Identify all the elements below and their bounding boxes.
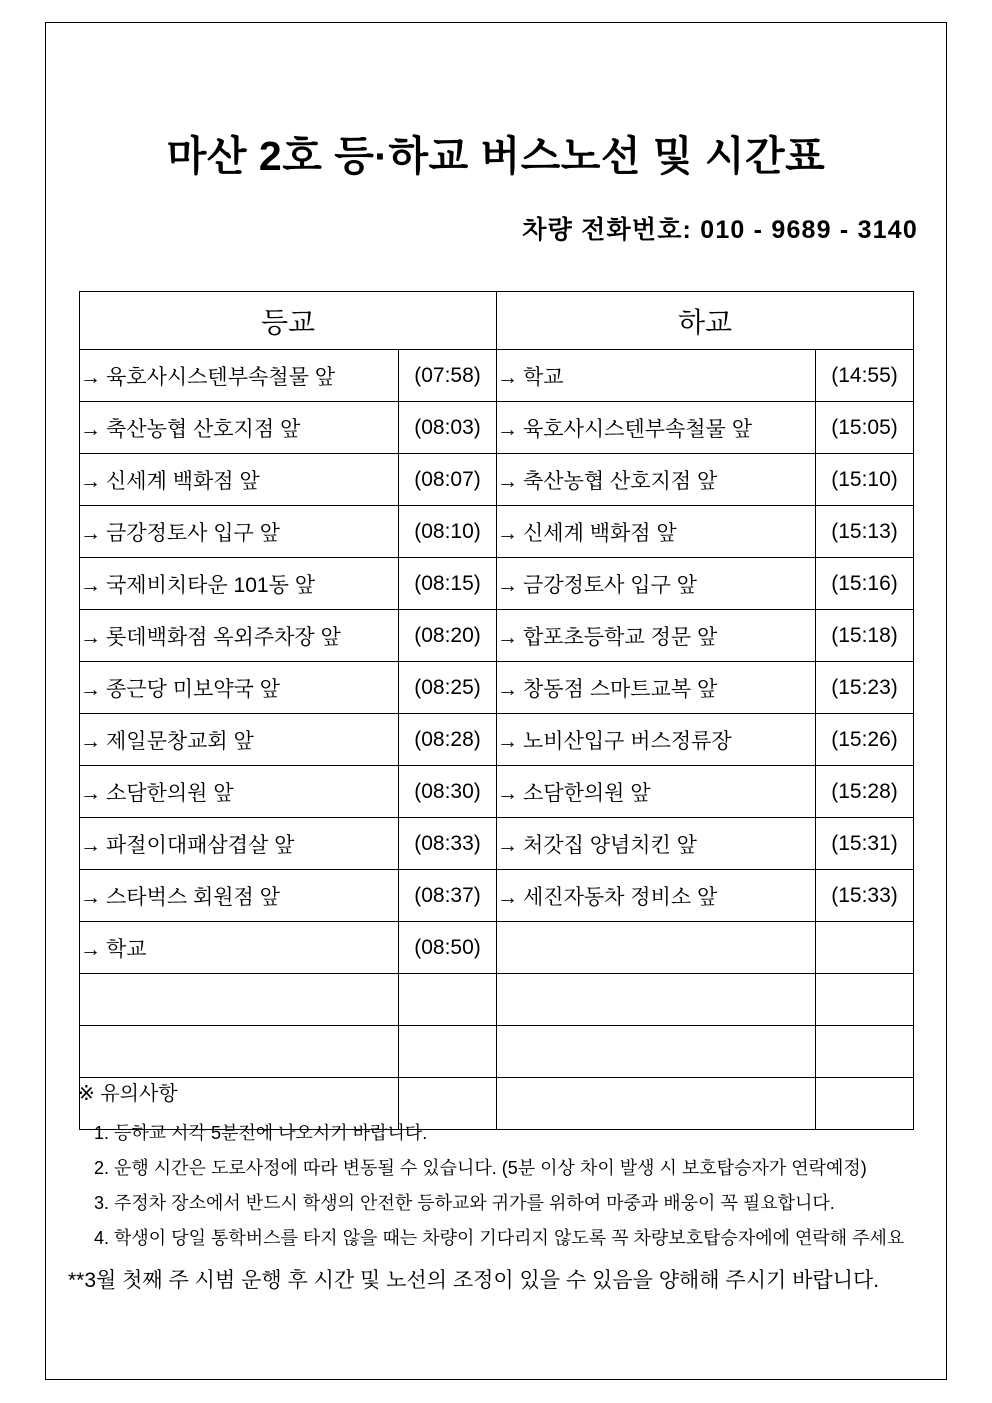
empty-cell bbox=[80, 974, 399, 1026]
stop-name-label: 파절이대패삼겹살 앞 bbox=[106, 833, 295, 857]
stop-name-cell bbox=[80, 818, 399, 870]
table-row bbox=[80, 350, 914, 402]
stop-name-cell bbox=[497, 662, 816, 714]
arrow-right-icon: → bbox=[80, 365, 101, 389]
arrow-right-icon: → bbox=[497, 677, 519, 701]
arrow-right-icon: → bbox=[497, 625, 519, 649]
notes-footnote: **3월 첫째 주 시범 운행 후 시간 및 노선의 조정이 있을 수 있음을 양해해 주시기 바랍니다. bbox=[68, 1269, 880, 1292]
stop-name-cell bbox=[497, 870, 816, 922]
arrow-right-icon: → bbox=[80, 469, 101, 493]
table-row bbox=[80, 662, 914, 714]
empty-cell bbox=[80, 1026, 399, 1078]
stop-time-cell: (08:15) bbox=[399, 558, 497, 610]
stop-time-cell: (15:23) bbox=[816, 662, 914, 714]
stop-time-cell: (08:37) bbox=[399, 870, 497, 922]
stop-name-label: 종근당 미보약국 앞 bbox=[106, 677, 280, 701]
stop-name-label: 학교 bbox=[523, 365, 564, 389]
stop-name-label: 축산농협 산호지점 앞 bbox=[106, 417, 301, 441]
stop-name-label: 육호사시스텐부속철물 앞 bbox=[523, 417, 752, 441]
stop-name-label: 소담한의원 앞 bbox=[106, 781, 234, 805]
stop-name-label: 국제비치타운 101동 앞 bbox=[106, 573, 315, 597]
stop-name-cell bbox=[497, 766, 816, 818]
notes-list bbox=[68, 1119, 928, 1250]
stop-name-label: 금강정토사 입구 앞 bbox=[106, 521, 280, 545]
empty-cell bbox=[497, 1026, 816, 1078]
page-title: 마산 2호 등·하교 버스노선 및 시간표 bbox=[166, 133, 826, 179]
note-item: 2. 운행 시간은 도로사정에 따라 변동될 수 있습니다. (5분 이상 차이 발생 시 보호탑승자가 연락예정) bbox=[94, 1158, 867, 1178]
stop-time-cell: (15:10) bbox=[816, 454, 914, 506]
stop-name-cell bbox=[80, 870, 399, 922]
stop-time-cell: (08:03) bbox=[399, 402, 497, 454]
arrow-right-icon: → bbox=[80, 781, 101, 805]
stop-name-cell bbox=[80, 454, 399, 506]
arrow-right-icon: → bbox=[80, 625, 101, 649]
bus-schedule-table bbox=[79, 291, 914, 1130]
stop-name-cell bbox=[80, 922, 399, 974]
arrow-right-icon: → bbox=[497, 885, 519, 909]
table-row bbox=[80, 766, 914, 818]
stop-name-label: 롯데백화점 옥외주차장 앞 bbox=[106, 625, 341, 649]
arrow-right-icon: → bbox=[497, 469, 519, 493]
stop-time-cell: (15:16) bbox=[816, 558, 914, 610]
stop-name-cell bbox=[497, 558, 816, 610]
notes-section bbox=[68, 1077, 928, 1294]
stop-time-cell: (07:58) bbox=[399, 350, 497, 402]
stop-time-cell: (15:26) bbox=[816, 714, 914, 766]
stop-time-cell: (15:13) bbox=[816, 506, 914, 558]
empty-cell bbox=[816, 1026, 914, 1078]
arrow-right-icon: → bbox=[80, 833, 101, 857]
arrow-right-icon: → bbox=[80, 573, 101, 597]
arrow-right-icon: → bbox=[80, 885, 101, 909]
table-row bbox=[80, 402, 914, 454]
stop-name-label: 학교 bbox=[106, 937, 147, 961]
empty-cell bbox=[399, 1026, 497, 1078]
stop-time-cell: (08:20) bbox=[399, 610, 497, 662]
arrow-right-icon: → bbox=[497, 833, 519, 857]
arrow-right-icon: → bbox=[497, 573, 519, 597]
stop-name-cell bbox=[80, 506, 399, 558]
empty-cell bbox=[816, 922, 914, 974]
arrow-right-icon: → bbox=[497, 521, 519, 545]
header-morning: 등교 bbox=[80, 292, 497, 350]
arrow-right-icon: → bbox=[497, 781, 519, 805]
stop-time-cell: (15:18) bbox=[816, 610, 914, 662]
arrow-right-icon: → bbox=[80, 729, 101, 753]
arrow-right-icon: → bbox=[80, 417, 101, 441]
stop-name-label: 소담한의원 앞 bbox=[523, 781, 651, 805]
table-row bbox=[80, 558, 914, 610]
stop-time-cell: (15:28) bbox=[816, 766, 914, 818]
arrow-right-icon: → bbox=[497, 417, 519, 441]
stop-name-label: 처갓집 양념치킨 앞 bbox=[523, 833, 697, 857]
stop-time-cell: (08:10) bbox=[399, 506, 497, 558]
stop-name-label: 금강정토사 입구 앞 bbox=[523, 573, 697, 597]
empty-cell bbox=[816, 974, 914, 1026]
stop-name-cell bbox=[80, 402, 399, 454]
table-row bbox=[80, 974, 914, 1026]
stop-name-cell bbox=[80, 350, 399, 402]
stop-time-cell: (08:30) bbox=[399, 766, 497, 818]
stop-name-cell bbox=[497, 610, 816, 662]
stop-name-label: 노비산입구 버스정류장 bbox=[523, 729, 732, 753]
table-row bbox=[80, 610, 914, 662]
stop-name-cell bbox=[497, 402, 816, 454]
arrow-right-icon: → bbox=[80, 521, 101, 545]
stop-time-cell: (08:25) bbox=[399, 662, 497, 714]
stop-time-cell: (08:28) bbox=[399, 714, 497, 766]
schedule-rows bbox=[80, 350, 914, 1130]
stop-name-label: 신세계 백화점 앞 bbox=[523, 521, 677, 545]
arrow-right-icon: → bbox=[80, 677, 101, 701]
stop-time-cell: (15:05) bbox=[816, 402, 914, 454]
stop-name-label: 합포초등학교 정문 앞 bbox=[523, 625, 718, 649]
stop-name-label: 신세계 백화점 앞 bbox=[106, 469, 260, 493]
stop-time-cell: (08:33) bbox=[399, 818, 497, 870]
stop-time-cell: (15:33) bbox=[816, 870, 914, 922]
empty-cell bbox=[497, 974, 816, 1026]
stop-name-cell bbox=[80, 766, 399, 818]
empty-cell bbox=[497, 922, 816, 974]
stop-time-cell: (08:07) bbox=[399, 454, 497, 506]
stop-name-cell bbox=[497, 818, 816, 870]
note-item: 4. 학생이 당일 통학버스를 타지 않을 때는 차량이 기다리지 않도록 꼭 차량보호탑승자에에 연락해 주세요 bbox=[94, 1228, 905, 1248]
header-afternoon: 하교 bbox=[497, 292, 914, 350]
arrow-right-icon: → bbox=[497, 729, 519, 753]
stop-name-cell bbox=[80, 610, 399, 662]
stop-name-cell bbox=[80, 558, 399, 610]
notes-heading: ※ 유의사항 bbox=[78, 1083, 178, 1105]
stop-name-label: 창동점 스마트교복 앞 bbox=[523, 677, 718, 701]
stop-name-label: 제일문창교회 앞 bbox=[106, 729, 254, 753]
arrow-right-icon: → bbox=[497, 365, 519, 389]
stop-time-cell: (15:31) bbox=[816, 818, 914, 870]
table-header-row bbox=[80, 292, 914, 350]
stop-name-label: 육호사시스텐부속철물 앞 bbox=[106, 365, 335, 389]
table-row bbox=[80, 506, 914, 558]
stop-name-cell bbox=[497, 506, 816, 558]
table-row bbox=[80, 454, 914, 506]
note-item: 1. 등하교 시각 5분전에 나오시기 바랍니다. bbox=[94, 1123, 428, 1143]
table-row bbox=[80, 714, 914, 766]
document-page bbox=[45, 22, 947, 1380]
arrow-right-icon: → bbox=[80, 937, 101, 961]
stop-time-cell: (14:55) bbox=[816, 350, 914, 402]
vehicle-phone-number: 차량 전화번호: 010 - 9689 - 3140 bbox=[522, 216, 918, 244]
stop-name-cell bbox=[497, 454, 816, 506]
table-row bbox=[80, 818, 914, 870]
stop-name-label: 축산농협 산호지점 앞 bbox=[523, 469, 718, 493]
empty-cell bbox=[399, 974, 497, 1026]
stop-name-cell bbox=[80, 662, 399, 714]
stop-name-cell bbox=[497, 350, 816, 402]
stop-name-label: 세진자동차 정비소 앞 bbox=[523, 885, 718, 909]
stop-name-label: 스타벅스 회원점 앞 bbox=[106, 885, 280, 909]
stop-name-cell bbox=[80, 714, 399, 766]
table-row bbox=[80, 1026, 914, 1078]
table-row bbox=[80, 870, 914, 922]
note-item: 3. 주정차 장소에서 반드시 학생의 안전한 등하교와 귀가를 위하여 마중과 배웅이 꼭 필요합니다. bbox=[94, 1193, 835, 1213]
table-row bbox=[80, 922, 914, 974]
stop-time-cell: (08:50) bbox=[399, 922, 497, 974]
stop-name-cell bbox=[497, 714, 816, 766]
